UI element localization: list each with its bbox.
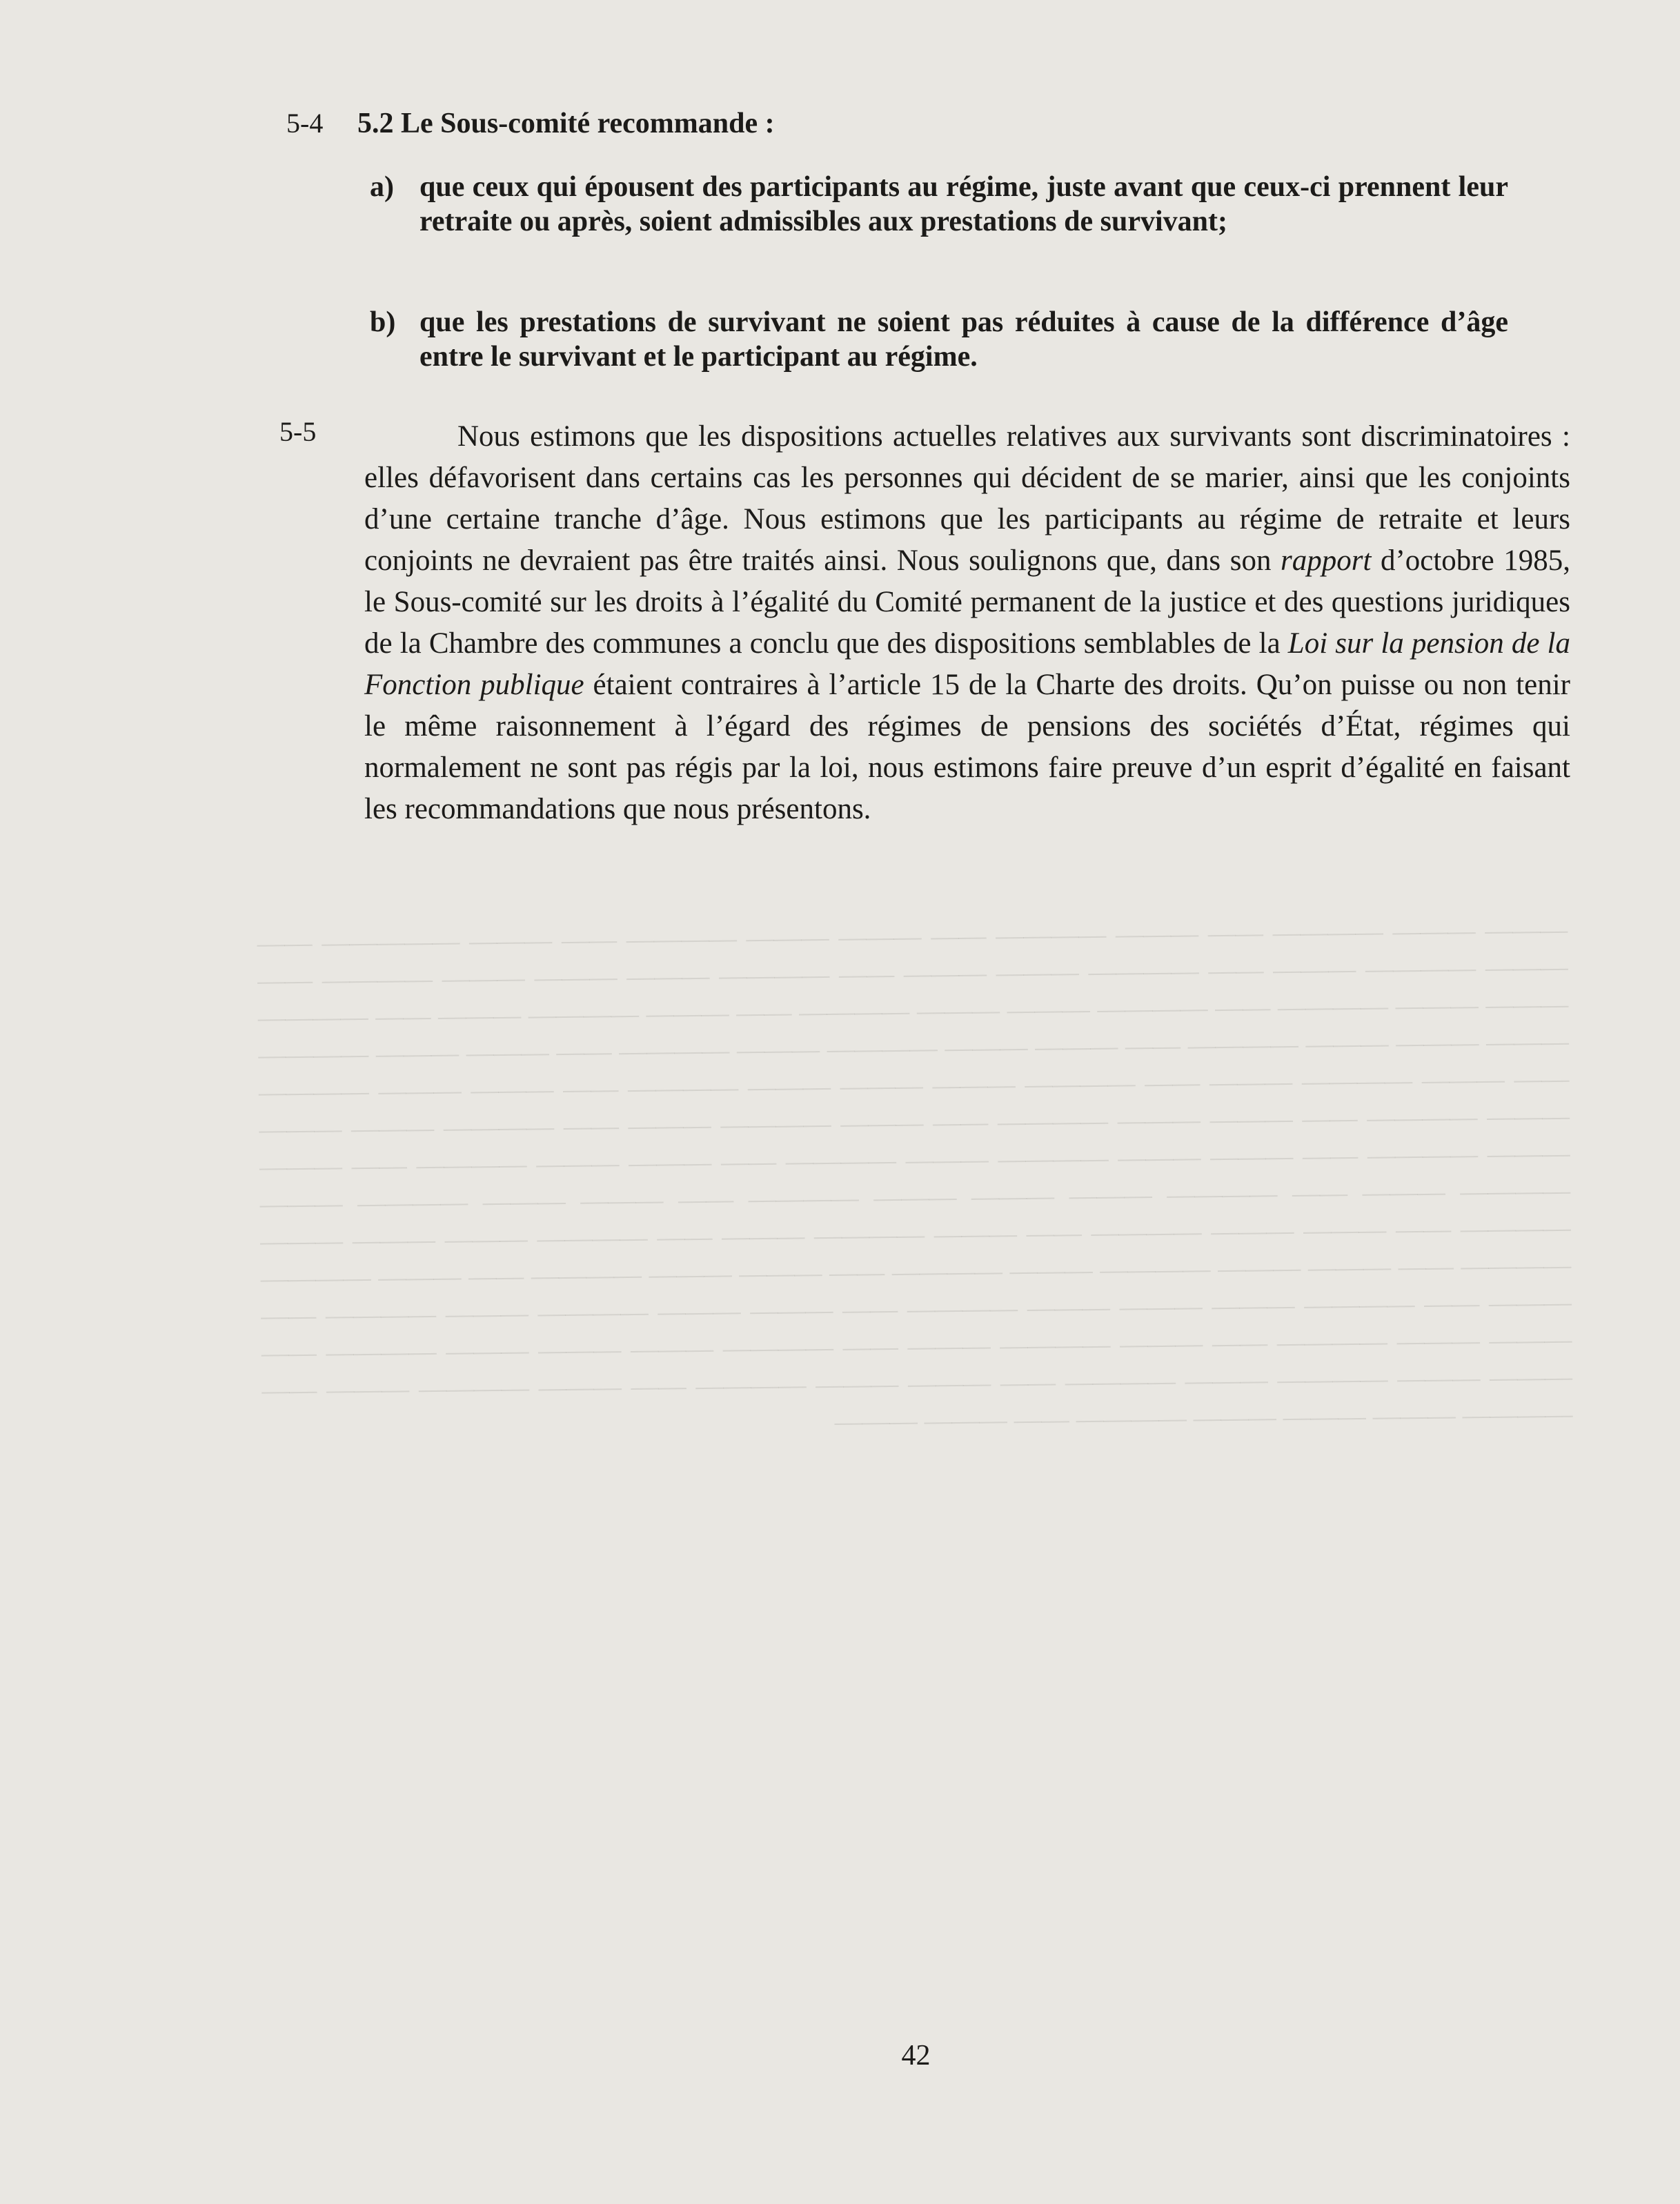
paragraph-text-2: d’octobre 1985, le Sous-comité sur les droits à l’égalité du Comité permanent de la justice et des questions juridiques de la Chambre des communes a conclu que des dispositions semblables de la	[364, 544, 1570, 660]
italic-rapport: rapport	[1280, 544, 1372, 577]
paragraph-number-5-4: 5-4	[286, 108, 324, 139]
italic-law-title: Loi sur la pension de la Fonction publique	[364, 627, 1570, 701]
page-number: 42	[901, 2040, 931, 2072]
recommendation-item-b	[370, 305, 1508, 374]
recommendation-item-a	[370, 170, 1508, 239]
paragraph-text-3: étaient contraires à l’article 15 de la Charte des droits. Qu’on puisse ou non tenir le même raisonnement à l’égard des régimes de pensions des sociétés d’État, régimes qui normalement ne sont pas régis par la loi, nous estimons faire preuve d’un esprit d’égalité en faisant les recommandations que nous présentons.	[364, 669, 1570, 825]
paragraph-text-1: Nous estimons que les dispositions actuelles relatives aux survivants sont discriminatoires : elles défavorisent dans certains cas les personnes qui décident de se marier, ainsi que les conjoints d’une certaine tranche d’âge. Nous estimons que les participants au régime de retraite et leurs conjoints ne devraient pas être traités ainsi. Nous soulignons que, dans son	[364, 420, 1570, 577]
paragraph-number-5-5: 5-5	[279, 416, 317, 447]
item-text: que ceux qui épousent des participants au régime, juste avant que ceux-ci prennent leur retraite ou après, soient admissibles aux prestations de survivant;	[419, 171, 1508, 237]
item-letter: b)	[370, 306, 396, 338]
item-text: que les prestations de survivant ne soient pas réduites à cause de la différence d’âge entre le survivant et le participant au régime.	[419, 306, 1508, 373]
body-paragraph	[364, 416, 1570, 830]
recommendation-heading: 5.2 Le Sous-comité recommande :	[357, 108, 775, 139]
item-letter: a)	[370, 171, 394, 203]
show-through-texture: ——— ——— ———— —— ——— ———— —— ——— ——— ———— —— ——— ————— —— ——— ———— ——— —— ———— ——— ——— —— ———— ——— ——— ——— ———— —— ——— ——— ———— —— ———— ——— ——— ———— —— ——— ———— ——— —— ———— ——— ——— ——— ———— —— ——— ——— ———— ——— ———— —— ——— ——— ———— —— ——— ———— ——— —— ———— ——— ——— ——— ———— —— ——— ——— ———— ——— ———— —— ——— ——— ———— —— ——— ———— ——— —— ———— ——— ——— ——— ———— —— ——— ——— ———— ——— ———— —— ——— ——— ———— —— ——— ———— ——— —— ———— ——— ——— ——— ———— —— ——— ——— ———— ——— ———— —— ——— ——— ———— —— ——— ———— ——— —— ———— ——— ——— ——— ———— —— ——— ——— ———— ——— ———— —— ——— ——— ———— —— ——— ———— ——— —— ———— ——— ——— ——— ———— —— ——— ——— ———— ——— ———— —— ——— ——— ———— —— ——— ———— ——— —— ———— ——— ——— ——— ———— —— ——— ——— ———— ——— ———— —— ——— ——— ———— —— ——— ———— ——— —— ———— ——— ——— ——— ———— —— ——— ———	[257, 914, 1573, 1437]
